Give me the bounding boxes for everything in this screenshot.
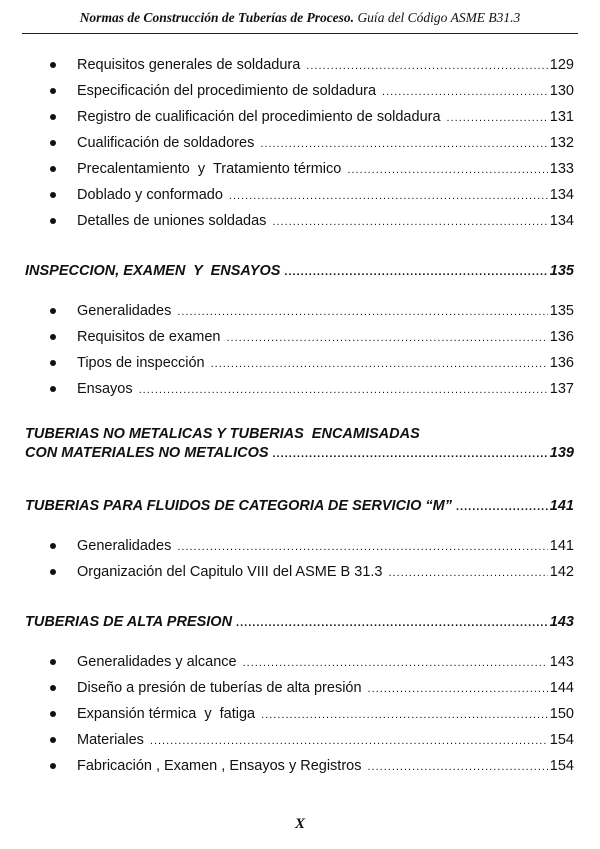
section-page: 141 <box>549 498 574 514</box>
dot-leader <box>284 266 547 278</box>
toc-section-heading <box>25 614 574 633</box>
toc-entry-page: 141 <box>549 538 574 554</box>
toc-entry-page: 154 <box>549 732 574 748</box>
dot-leader <box>229 190 548 202</box>
bullet-icon <box>50 308 56 314</box>
toc-entry-page: 129 <box>549 57 574 73</box>
section-page: 139 <box>549 445 574 461</box>
toc-section-heading <box>25 426 574 464</box>
toc-entry-label: Generalidades <box>77 303 172 319</box>
bullet-icon <box>50 659 56 665</box>
section-title: TUBERIAS DE ALTA PRESION <box>25 614 233 630</box>
toc-entry <box>77 706 574 726</box>
toc-entry-page: 135 <box>549 303 574 319</box>
toc-entry <box>77 329 574 349</box>
toc-entry-page: 136 <box>549 355 574 371</box>
toc-entry-page: 142 <box>549 564 574 580</box>
running-header <box>22 10 578 26</box>
header-divider <box>22 33 578 34</box>
toc-entry-page: 150 <box>549 706 574 722</box>
toc-entry-label: Generalidades <box>77 538 172 554</box>
dot-leader <box>306 60 548 72</box>
toc-entry <box>77 57 574 77</box>
dot-leader <box>226 332 547 344</box>
bullet-icon <box>50 166 56 172</box>
bullet-icon <box>50 711 56 717</box>
toc-entry <box>77 538 574 558</box>
dot-leader <box>447 112 548 124</box>
toc-entry-page: 137 <box>549 381 574 397</box>
toc-entry <box>77 187 574 207</box>
toc-entry-label: Especificación del procedimiento de soldadura <box>77 83 377 99</box>
toc-entry <box>77 161 574 181</box>
bullet-icon <box>50 360 56 366</box>
toc-entry <box>77 732 574 752</box>
bullet-icon <box>50 192 56 198</box>
bullet-icon <box>50 114 56 120</box>
toc-entry-label: Detalles de uniones soldadas <box>77 213 267 229</box>
bullet-icon <box>50 569 56 575</box>
toc-section-heading <box>25 263 574 282</box>
toc-entry-label: Registro de cualificación del procedimiento de soldadura <box>77 109 441 125</box>
toc-entry-page: 136 <box>549 329 574 345</box>
dot-leader <box>368 683 548 695</box>
toc-entry-label: Expansión térmica y fatiga <box>77 706 256 722</box>
toc-entry-page: 131 <box>549 109 574 125</box>
bullet-icon <box>50 763 56 769</box>
dot-leader <box>272 216 547 228</box>
bullet-icon <box>50 218 56 224</box>
bullet-icon <box>50 334 56 340</box>
section-page: 135 <box>549 263 574 279</box>
toc-entry-page: 133 <box>549 161 574 177</box>
toc-entry-label: Precalentamiento y Tratamiento térmico <box>77 161 342 177</box>
toc-entry <box>77 381 574 401</box>
toc-entry <box>77 758 574 778</box>
bullet-icon <box>50 737 56 743</box>
toc-entry <box>77 213 574 233</box>
toc-entry-page: 144 <box>549 680 574 696</box>
toc-entry-label: Fabricación , Examen , Ensayos y Registros <box>77 758 362 774</box>
bullet-icon <box>50 140 56 146</box>
toc-entry-label: Tipos de inspección <box>77 355 205 371</box>
header-subtitle: Guía del Código ASME B31.3 <box>357 10 521 25</box>
toc-entry <box>77 83 574 103</box>
toc-entry <box>77 109 574 129</box>
toc-entry-page: 130 <box>549 83 574 99</box>
dot-leader <box>211 358 548 370</box>
dot-leader <box>388 567 547 579</box>
dot-leader <box>382 86 548 98</box>
toc-entry-page: 154 <box>549 758 574 774</box>
dot-leader <box>243 657 548 669</box>
bullet-icon <box>50 386 56 392</box>
bullet-icon <box>50 62 56 68</box>
bullet-icon <box>50 543 56 549</box>
toc-entry <box>77 135 574 155</box>
page-number: X <box>294 816 305 832</box>
dot-leader <box>261 709 548 721</box>
dot-leader <box>150 735 548 747</box>
toc-entry-label: Cualificación de soldadores <box>77 135 255 151</box>
toc-entry-page: 134 <box>549 213 574 229</box>
dot-leader <box>347 164 547 176</box>
toc-entry <box>77 355 574 375</box>
dot-leader <box>367 761 547 773</box>
section-title: TUBERIAS PARA FLUIDOS DE CATEGORIA DE SERVICIO “M” <box>25 498 452 514</box>
toc-entry-label: Generalidades y alcance <box>77 654 237 670</box>
bullet-icon <box>50 685 56 691</box>
toc-entry-label: Requisitos generales de soldadura <box>77 57 301 73</box>
section-title: INSPECCION, EXAMEN Y ENSAYOS <box>25 263 281 279</box>
toc-entry <box>77 680 574 700</box>
header-title: Normas de Construcción de Tuberías de Proceso. <box>79 10 355 25</box>
toc-entry-page: 134 <box>549 187 574 203</box>
section-page: 143 <box>549 614 574 630</box>
dot-leader <box>139 384 548 396</box>
toc-section-heading <box>25 498 574 517</box>
dot-leader <box>456 501 548 513</box>
dot-leader <box>273 448 548 460</box>
toc-entry <box>77 303 574 323</box>
bullet-icon <box>50 88 56 94</box>
section-title: CON MATERIALES NO METALICOS <box>25 445 269 461</box>
toc-entry-label: Organización del Capitulo VIII del ASME B 31.3 <box>77 564 383 580</box>
dot-leader <box>260 138 547 150</box>
toc-entry-label: Diseño a presión de tuberías de alta presión <box>77 680 362 696</box>
section-title-line1: TUBERIAS NO METALICAS Y TUBERIAS ENCAMISADAS <box>25 426 420 442</box>
toc-entry-label: Ensayos <box>77 381 133 397</box>
dot-leader <box>177 541 547 553</box>
dot-leader <box>177 306 547 318</box>
toc-entry-label: Requisitos de examen <box>77 329 221 345</box>
toc-entry-label: Doblado y conformado <box>77 187 223 203</box>
toc-entry-page: 143 <box>549 654 574 670</box>
toc-entry <box>77 564 574 584</box>
toc-entry <box>77 654 574 674</box>
toc-entry-page: 132 <box>549 135 574 151</box>
dot-leader <box>236 617 548 629</box>
toc-entry-label: Materiales <box>77 732 144 748</box>
